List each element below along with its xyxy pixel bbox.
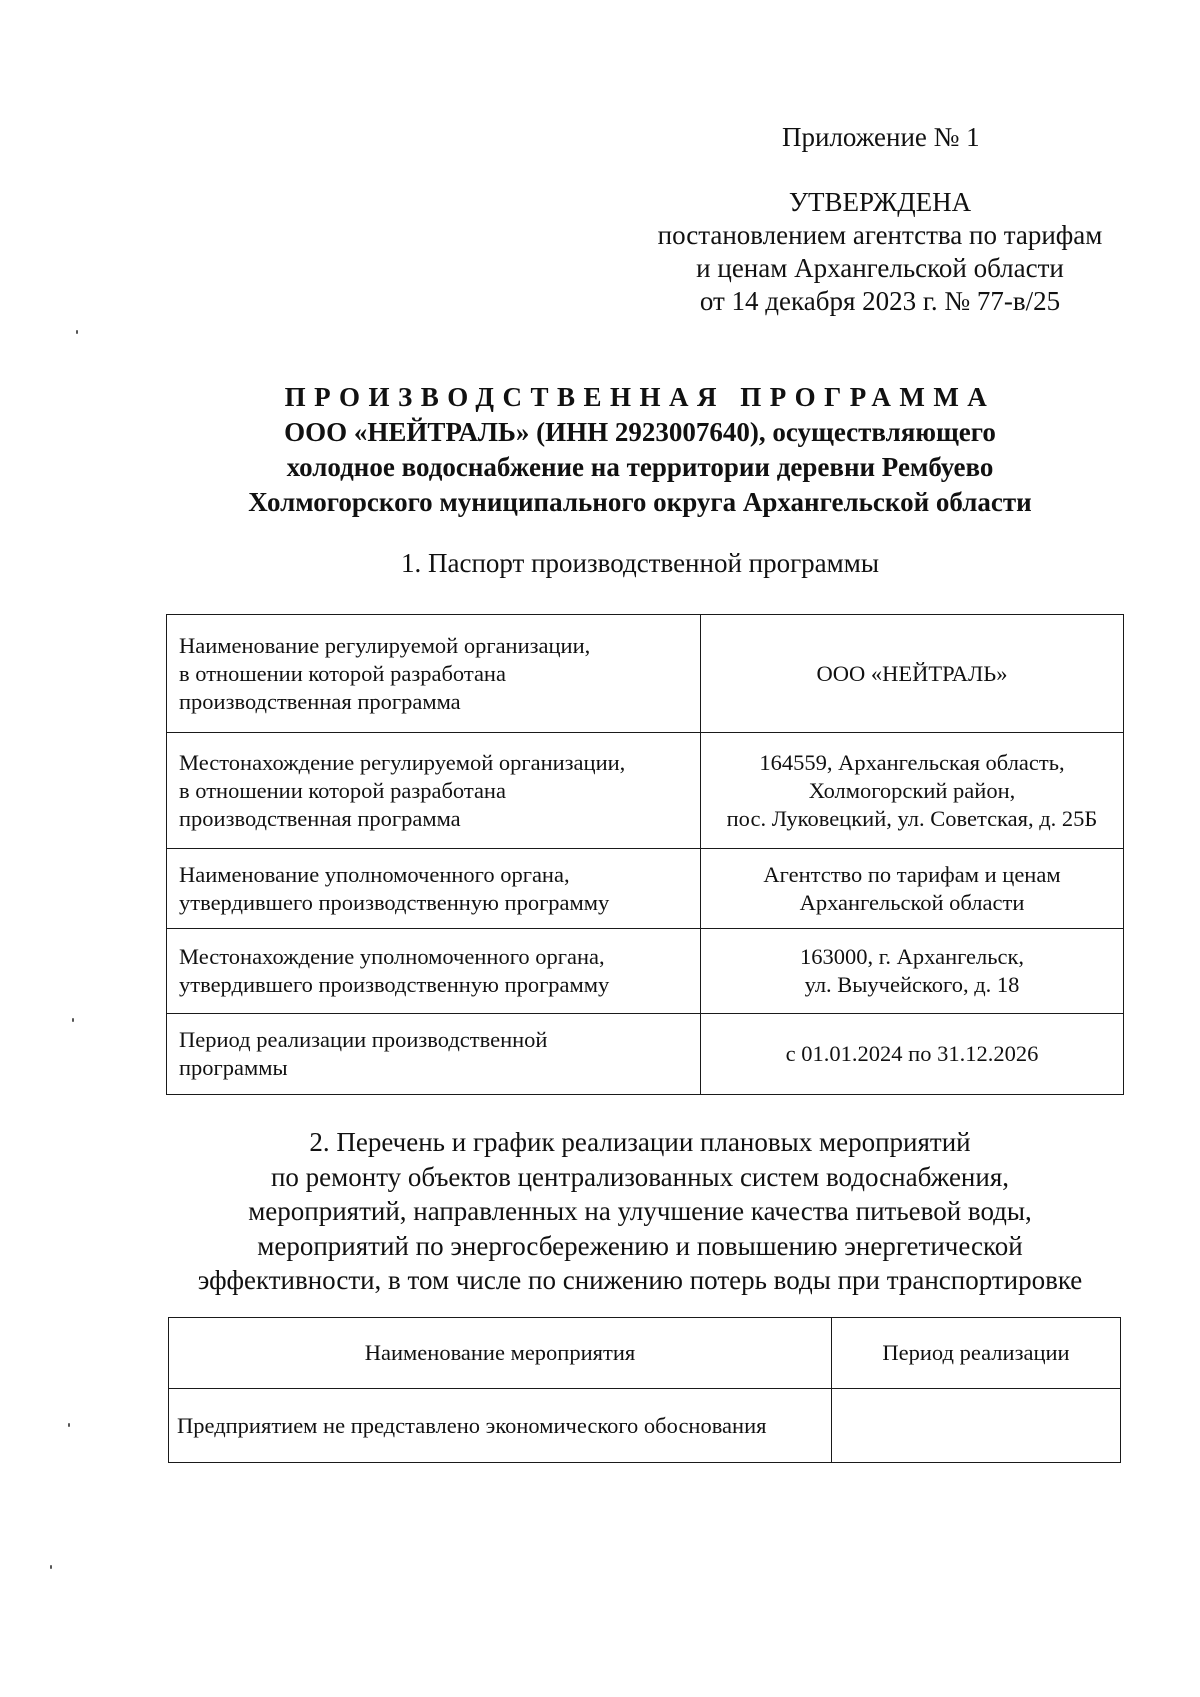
section-2-heading: [160, 1125, 1120, 1298]
passport-value: [701, 733, 1124, 849]
cell-text: 164559, Архангельская область,: [759, 749, 1065, 775]
cell-text: Местонахождение уполномоченного органа,: [179, 944, 605, 969]
passport-value: [701, 1014, 1124, 1095]
table-row: [167, 1014, 1124, 1095]
cell-text: Наименование регулируемой организации,: [179, 632, 591, 658]
passport-label: [167, 615, 701, 733]
cell-text: Холмогорский район,: [808, 777, 1016, 803]
table-row: [167, 929, 1124, 1014]
document-title: [160, 380, 1120, 520]
section-2-heading-line: по ремонту объектов централизованных систем водоснабжения,: [270, 1161, 1010, 1192]
cell-text: ООО «НЕЙТРАЛЬ»: [816, 660, 1008, 686]
scan-speck: [72, 1018, 74, 1022]
passport-value: [701, 849, 1124, 929]
column-header: Период реализации: [832, 1318, 1121, 1389]
cell-text: Архангельской области: [799, 889, 1025, 915]
cell-text: производственная программа: [179, 688, 461, 714]
cell-text: программы: [179, 1055, 288, 1080]
passport-value: [701, 929, 1124, 1014]
scan-speck: [68, 1423, 70, 1427]
section-1-heading-text: 1. Паспорт производственной программы: [401, 548, 879, 578]
title-line: ООО «НЕЙТРАЛЬ» (ИНН 2923007640), осуществляющего: [284, 417, 996, 447]
cell-text: в отношении которой разработана: [179, 777, 506, 803]
cell-text: пос. Луковецкий, ул. Советская, д. 25Б: [726, 805, 1098, 831]
column-header: Наименование мероприятия: [169, 1318, 832, 1389]
table-row: [167, 615, 1124, 733]
title-line: Холмогорского муниципального округа Архангельской области: [248, 487, 1032, 517]
cell-text: Период реализации производственной: [179, 1027, 548, 1052]
section-2-heading-line: эффективности, в том числе по снижению потерь воды при транспортировке: [197, 1265, 1083, 1295]
appendix-label: Приложение № 1: [782, 122, 980, 152]
scan-speck: [50, 1565, 52, 1569]
passport-label: [167, 1014, 701, 1095]
cell-text: Местонахождение регулируемой организации,: [179, 749, 626, 775]
table-row: [167, 849, 1124, 929]
cell-text: Агентство по тарифам и ценам: [763, 861, 1061, 887]
passport-label: [167, 733, 701, 849]
cell-text: Наименование уполномоченного органа,: [179, 861, 570, 887]
table-header-row: [169, 1318, 1121, 1389]
table-cell: Предприятием не представлено экономического обоснования: [169, 1389, 832, 1463]
cell-text: утвердившего производственную программу: [179, 889, 610, 915]
title-line: холодное водоснабжение на территории деревни Рембуево: [286, 452, 994, 482]
table-cell: [832, 1389, 1121, 1463]
passport-value: [701, 615, 1124, 733]
cell-text: в отношении которой разработана: [179, 660, 506, 686]
cell-text: с 01.01.2024 по 31.12.2026: [785, 1041, 1039, 1066]
measures-table: [168, 1317, 1121, 1463]
table-row: [169, 1389, 1121, 1463]
approval-line: и ценам Архангельской области: [696, 253, 1064, 283]
cell-text: производственная программа: [179, 805, 461, 831]
cell-text: утвердившего производственную программу: [179, 972, 610, 997]
cell-text: 163000, г. Архангельск,: [799, 944, 1025, 969]
cell-text: ул. Выучейского, д. 18: [804, 972, 1020, 997]
section-2-heading-line: мероприятий, направленных на улучшение качества питьевой воды,: [248, 1196, 1032, 1226]
approval-block: [640, 186, 1120, 318]
section-1-heading: [160, 547, 1120, 580]
table-row: [167, 733, 1124, 849]
passport-table: [166, 614, 1124, 1095]
passport-label: [167, 929, 701, 1014]
approval-title: УТВЕРЖДЕНА: [788, 187, 972, 217]
title-heading: ПРОИЗВОДСТВЕННАЯ ПРОГРАММА: [284, 382, 996, 412]
approval-line: от 14 декабря 2023 г. № 77-в/25: [699, 286, 1061, 316]
passport-label: [167, 849, 701, 929]
approval-line: постановлением агентства по тарифам: [657, 220, 1103, 250]
section-2-heading-line: 2. Перечень и график реализации плановых мероприятий: [309, 1127, 971, 1157]
section-2-heading-line: мероприятий по энергосбережению и повышению энергетической: [257, 1230, 1023, 1261]
scan-speck: [76, 330, 78, 334]
